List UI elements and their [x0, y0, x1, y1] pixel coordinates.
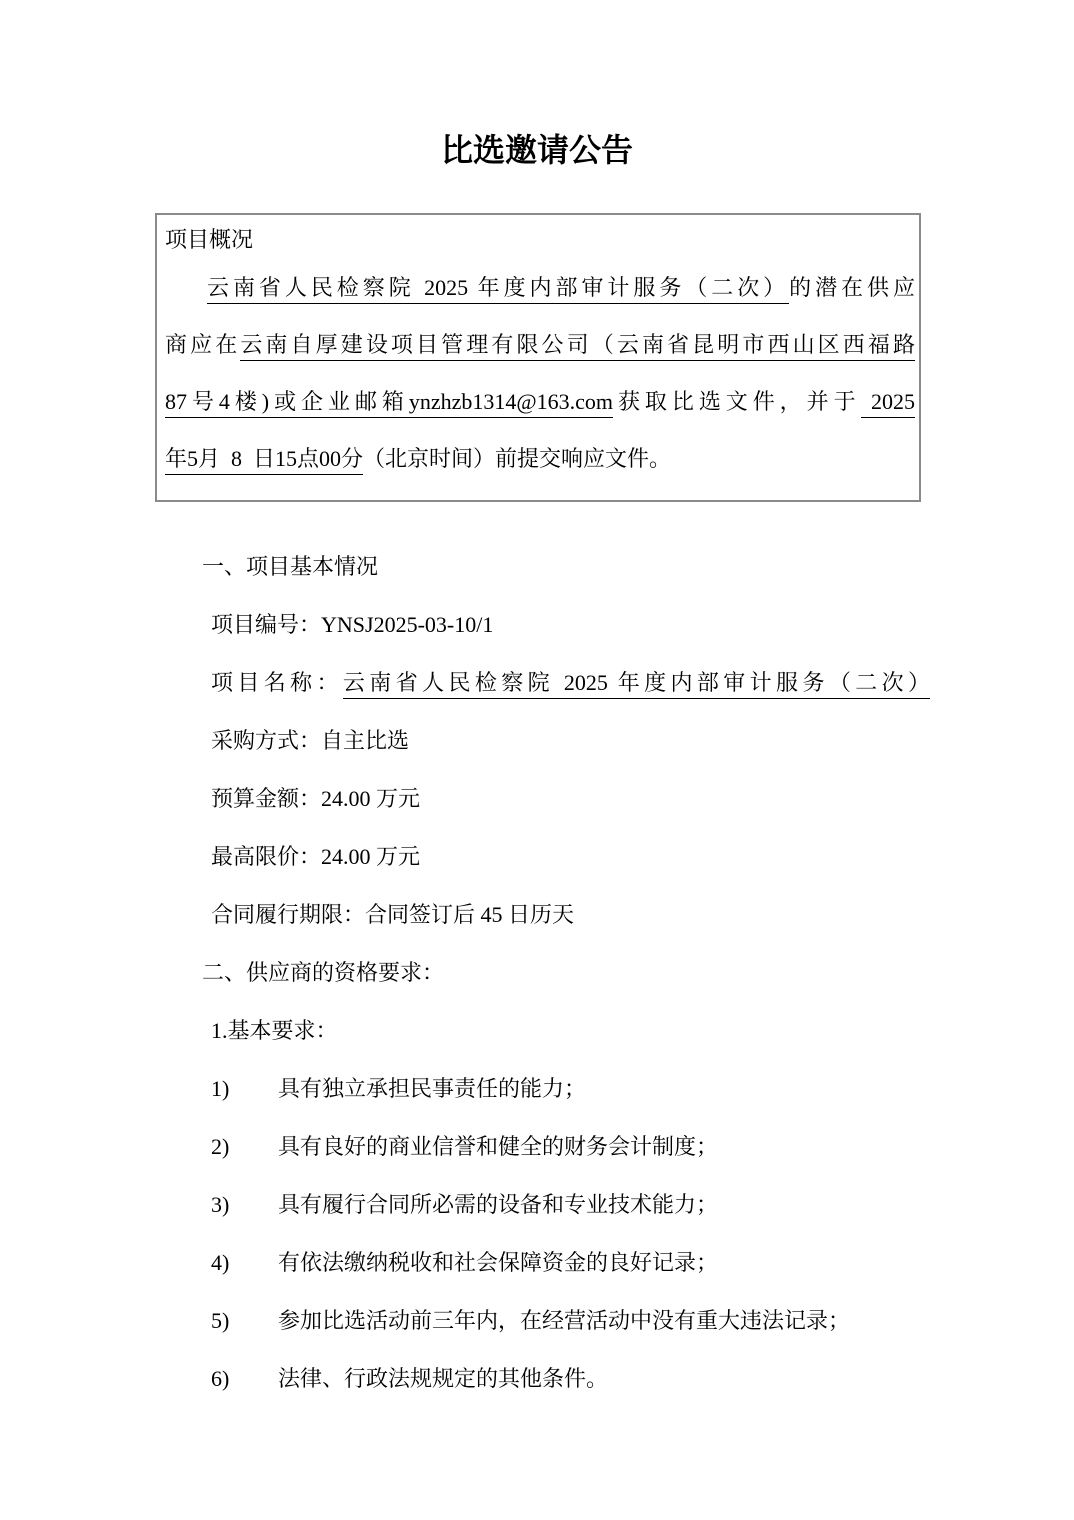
announcement-body — [0, 538, 1074, 1408]
underlined-agency-name: 云南自厚建设项目管理有限公司（云南省昆明市西山区西福路 — [240, 332, 915, 361]
text-segment: （北京时间）前提交响应文件。 — [363, 446, 672, 471]
underlined-deadline: 年5月 8 日15点00分 — [165, 446, 363, 475]
field-max-price — [0, 828, 1074, 886]
overview-paragraph — [165, 259, 915, 487]
item-number: 2) — [211, 1134, 230, 1159]
field-value: 合同签订后 45 日历天 — [365, 902, 575, 927]
section2-subheading: 1.基本要求： — [211, 1018, 338, 1043]
item-text: 法律、行政法规规定的其他条件。 — [278, 1366, 609, 1391]
text-segment: 商应在 — [165, 332, 241, 357]
field-project-number — [0, 596, 1074, 654]
field-project-name — [0, 654, 930, 712]
item-text: 具有履行合同所必需的设备和专业技术能力； — [278, 1192, 719, 1217]
underlined-project-title: 云南省人民检察院 2025 年度内部审计服务（二次） — [207, 275, 789, 304]
text-segment: 的潜在供应 — [789, 275, 915, 300]
overview-line-1 — [165, 259, 915, 316]
field-label: 采购方式： — [211, 728, 322, 753]
field-budget-amount — [0, 770, 1074, 828]
item-number: 3) — [211, 1192, 230, 1217]
project-overview-box — [155, 213, 921, 502]
field-procurement-method — [0, 712, 1074, 770]
item-number: 1) — [211, 1076, 230, 1101]
field-label: 项目编号： — [211, 612, 322, 637]
item-number: 4) — [211, 1250, 230, 1275]
overview-line-3 — [165, 373, 915, 430]
overview-box-label: 项目概况 — [165, 227, 254, 252]
item-text: 具有良好的商业信誉和健全的财务会计制度； — [278, 1134, 719, 1159]
requirement-item-1 — [0, 1060, 1074, 1118]
field-label: 预算金额： — [211, 786, 322, 811]
field-contract-period — [0, 886, 1074, 944]
field-value: 24.00 万元 — [321, 786, 421, 811]
text-segment: 获取比选文件，并于 — [613, 389, 861, 414]
item-number: 5) — [211, 1308, 230, 1333]
requirement-item-4 — [0, 1234, 1074, 1292]
field-label: 合同履行期限： — [211, 902, 366, 927]
underlined-year: 2025 — [861, 389, 915, 418]
requirement-item-6 — [0, 1350, 1074, 1408]
item-text: 具有独立承担民事责任的能力； — [278, 1076, 587, 1101]
requirement-item-5 — [0, 1292, 1074, 1350]
section2-heading: 二、供应商的资格要求： — [202, 960, 445, 985]
section1-heading: 一、项目基本情况 — [202, 554, 379, 579]
underlined-address-email: 87号4楼)或企业邮箱ynzhzb1314@163.com — [165, 389, 613, 418]
field-value: 24.00 万元 — [321, 844, 421, 869]
item-number: 6) — [211, 1366, 230, 1391]
item-text: 参加比选活动前三年内，在经营活动中没有重大违法记录； — [278, 1308, 851, 1333]
requirement-item-2 — [0, 1118, 1074, 1176]
field-label: 项目名称： — [211, 670, 343, 695]
overview-line-4 — [165, 430, 915, 487]
overview-line-2 — [165, 316, 915, 373]
requirement-item-3 — [0, 1176, 1074, 1234]
page-title: 比选邀请公告 — [440, 132, 633, 168]
underlined-field-value: 云南省人民检察院 2025 年度内部审计服务（二次） — [343, 670, 930, 699]
field-label: 最高限价： — [211, 844, 322, 869]
field-value: YNSJ2025-03-10/1 — [321, 612, 494, 637]
field-value: 自主比选 — [321, 728, 410, 753]
item-text: 有依法缴纳税收和社会保障资金的良好记录； — [278, 1250, 719, 1275]
